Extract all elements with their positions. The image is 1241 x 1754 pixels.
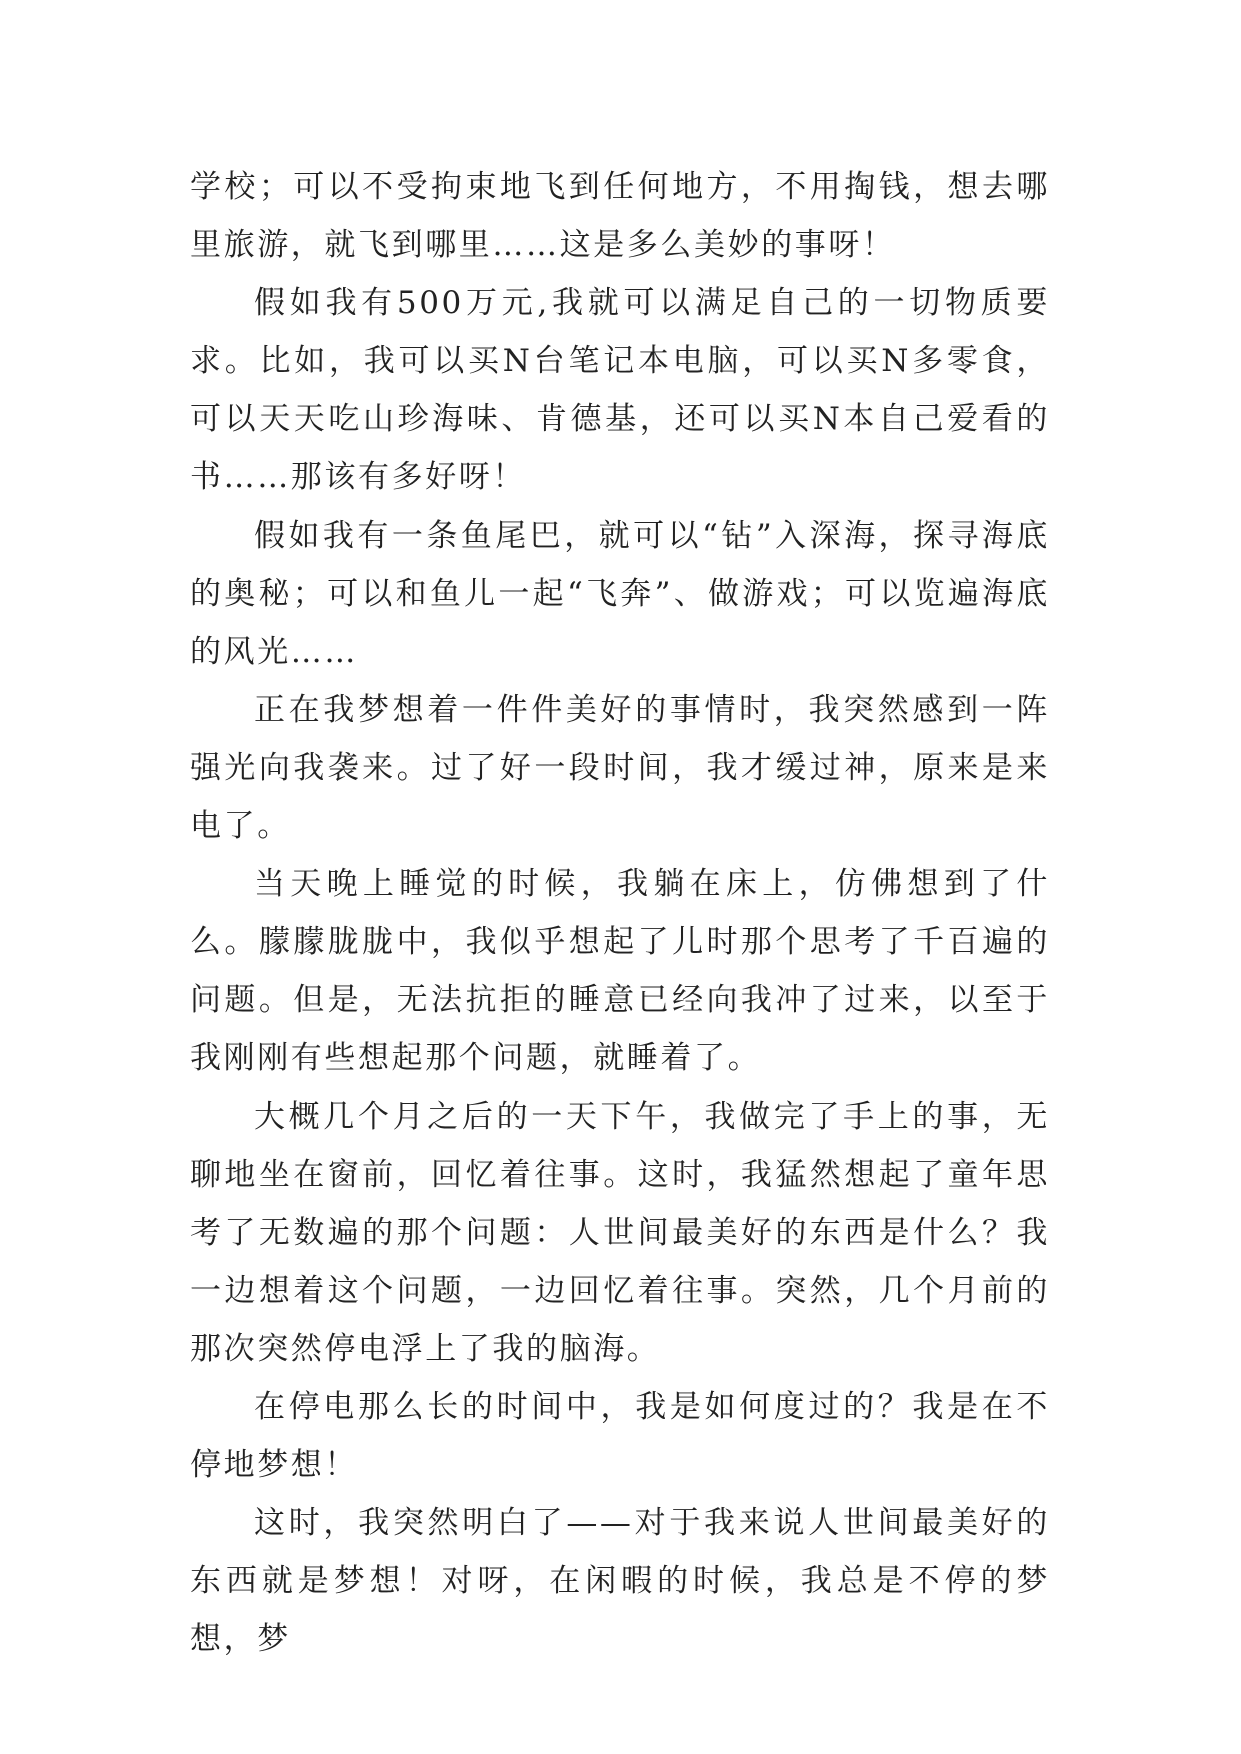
paragraph-5: 当天晚上睡觉的时候，我躺在床上，仿佛想到了什么。朦朦胧胧中，我似乎想起了儿时那个思考了千百遍的问题。但是，无法抗拒的睡意已经向我冲了过来，以至于我刚刚有些想起那个问题，就睡着了。	[190, 866, 1050, 1077]
paragraph-8: 这时，我突然明白了——对于我来说人世间最美好的东西就是梦想！对呀，在闲暇的时候，我总是不停的梦想，梦	[190, 1505, 1050, 1658]
paragraph-6: 大概几个月之后的一天下午，我做完了手上的事，无聊地坐在窗前，回忆着往事。这时，我猛然想起了童年思考了无数遍的那个问题：人世间最美好的东西是什么？我一边想着这个问题，一边回忆着往事。突然，几个月前的那次突然停电浮上了我的脑海。	[190, 1098, 1050, 1367]
paragraph-7: 在停电那么长的时间中，我是如何度过的？我是在不停地梦想！	[190, 1388, 1050, 1484]
paragraph-3: 假如我有一条鱼尾巴，就可以“钻”入深海，探寻海底的奥秘；可以和鱼儿一起“飞奔”、做游戏；可以览遍海底的风光……	[190, 517, 1050, 670]
paragraph-1: 学校；可以不受拘束地飞到任何地方，不用掏钱，想去哪里旅游，就飞到哪里……这是多么美妙的事呀！	[190, 169, 1050, 264]
body-text	[190, 158, 1050, 1668]
paragraph-2: 假如我有500万元,我就可以满足自己的一切物质要求。比如，我可以买N台笔记本电脑，可以买N多零食，可以天天吃山珍海味、肯德基，还可以买N本自己爱看的书……那该有多好呀！	[190, 285, 1050, 496]
paragraph-4: 正在我梦想着一件件美好的事情时，我突然感到一阵强光向我袭来。过了好一段时间，我才缓过神，原来是来电了。	[190, 691, 1050, 845]
